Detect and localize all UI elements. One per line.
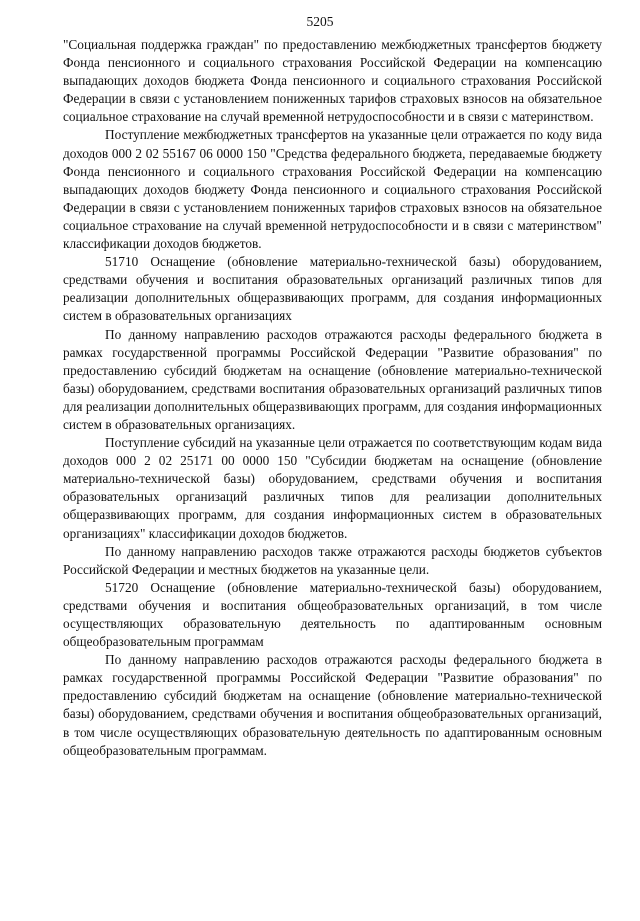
paragraph-4: По данному направлению расходов отражаются расходы федерального бюджета в рамках государственной программы Российской Федерации "Развитие образования" по предоставлению субсидий бюджетам на оснащение (обновление материально-технической базы) оборудованием, средствами воспитания образовательных организаций различных типов для реализации дополнительных общеразвивающих программ, для создания информационных систем в образовательных организациях. xyxy=(63,326,602,432)
paragraph-2: Поступление межбюджетных трансфертов на указанные цели отражается по коду вида доходов 000 2 02 55167 06 0000 150 "Средства федерального бюджета, передаваемые бюджету Фонда пенсионного и социального страхования Российской Федерации на компенсацию выпадающих доходов бюджету Фонда пенсионного и социального страхования Российской Федерации в связи с установлением пониженных тарифов страховых взносов на обязательное социальное страхование на случай временной нетрудоспособности и в связи с материнством" классификации доходов бюджетов. xyxy=(63,127,602,252)
paragraph-5: Поступление субсидий на указанные цели отражается по соответствующим кодам вида доходов 000 2 02 25171 00 0000 150 "Субсидии бюджетам на оснащение (обновление материально-технической базы) оборудованием, средствами обучения и воспитания образовательных организаций различных типов для реализации дополнительных общеразвивающих программ, для создания информационных систем в образовательных организациях" классификации доходов бюджетов. xyxy=(63,435,602,541)
paragraph-6: По данному направлению расходов также отражаются расходы бюджетов субъектов Российской Федерации и местных бюджетов на указанные цели. xyxy=(63,543,602,577)
paragraph-8: По данному направлению расходов отражаются расходы федерального бюджета в рамках государственной программы Российской Федерации "Развитие образования" по предоставлению субсидий бюджетам на оснащение (обновление материально-технической базы) оборудованием, средствами обучения и воспитания общеобразовательных организаций, в том числе осуществляющих образовательную деятельность по адаптированным основным общеобразовательным программам. xyxy=(63,652,602,758)
paragraph-7: 51720 Оснащение (обновление материально-технической базы) оборудованием, средствами обучения и воспитания общеобразовательных организаций, в том числе осуществляющих образовательную деятельность по адаптированным основным общеобразовательным программам xyxy=(63,579,602,650)
paragraph-3: 51710 Оснащение (обновление материально-технической базы) оборудованием, средствами обучения и воспитания образовательных организаций различных типов для реализации дополнительных общеразвивающих программ, для создания информационных систем в образовательных организациях xyxy=(63,254,602,324)
paragraph-1: "Социальная поддержка граждан" по предоставлению межбюджетных трансфертов бюджету Фонда пенсионного и социального страхования Российской Федерации на компенсацию выпадающих доходов бюджета Фонда пенсионного и социального страхования Российской Федерации в связи с установлением пониженных тарифов страховых взносов на обязательное социальное страхование на случай временной нетрудоспособности и в связи с материнством. xyxy=(63,37,602,125)
document-body xyxy=(63,36,602,760)
page-number: 5205 xyxy=(306,14,334,29)
